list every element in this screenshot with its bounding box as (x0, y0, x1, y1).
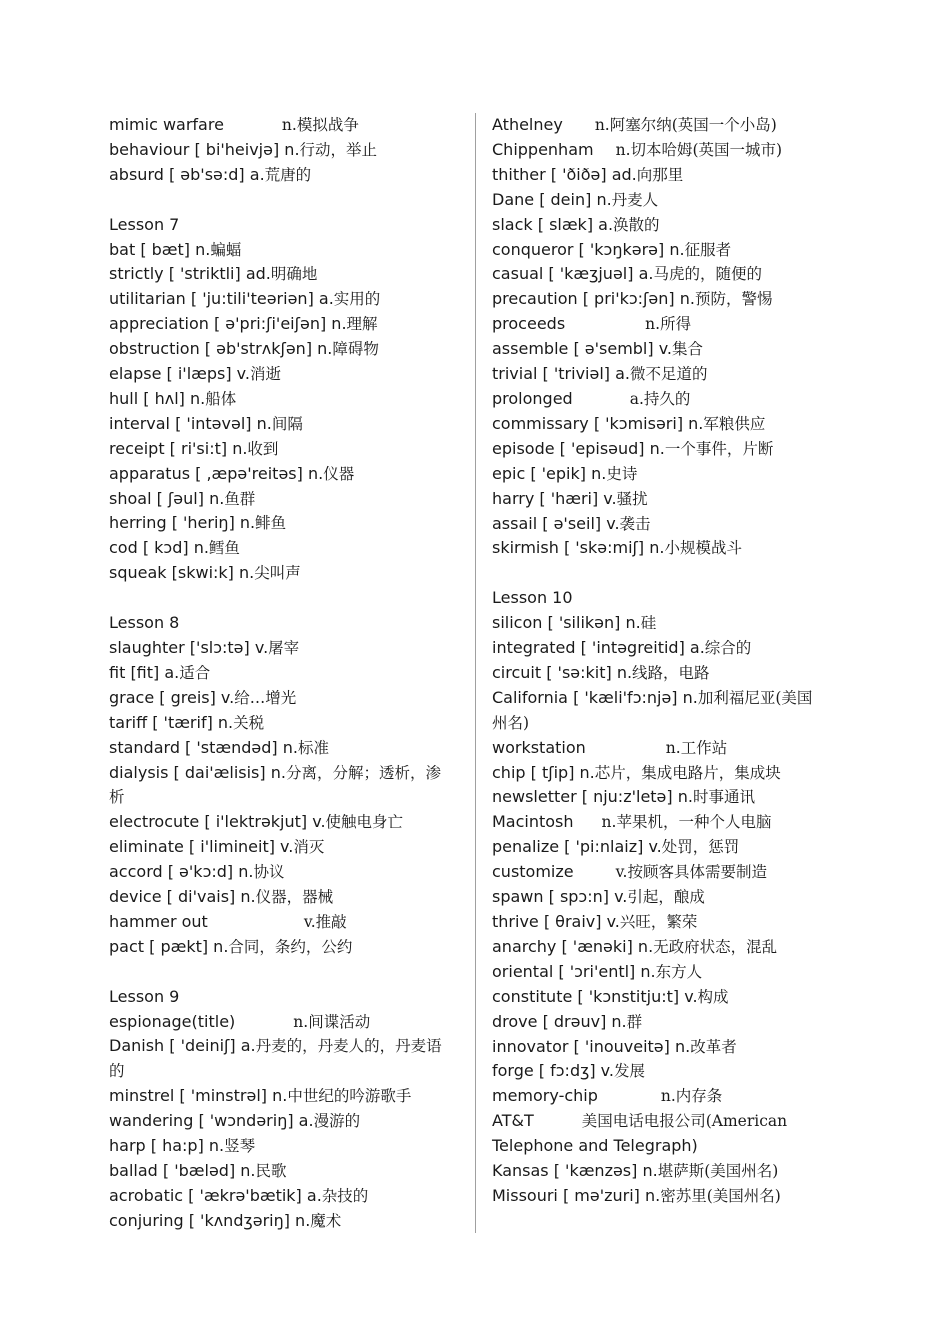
column-divider (475, 113, 476, 1233)
vocab-entry: customize v.按顾客具体需要制造 (492, 862, 767, 882)
vocab-entry: pact [ pækt] n.合同，条约，公约 (109, 936, 353, 956)
vocab-entry: skirmish [ 'skə:miʃ] n.小规模战斗 (492, 538, 742, 558)
vocab-entry: conjuring [ 'kʌndʒəriŋ] n.魔术 (109, 1210, 342, 1230)
vocab-entry: standard [ 'stændəd] n.标准 (109, 737, 329, 757)
vocab-entry: casual [ 'kæʒjuəl] a.马虎的，随便的 (492, 264, 762, 284)
vocab-entry: interval [ 'intəvəl] n.间隔 (109, 413, 303, 433)
vocab-entry: espionage(title) n.间谍活动 (109, 1011, 371, 1031)
vocab-entry: assemble [ ə'sembl] v.集合 (492, 339, 704, 359)
vocab-entry: hull [ hʌl] n.船体 (109, 388, 237, 408)
vocab-entry: acrobatic [ 'ækrə'bætik] a.杂技的 (109, 1185, 369, 1205)
vocab-entry: cod [ kɔd] n.鳕鱼 (109, 538, 240, 558)
vocab-entry: prolonged a.持久的 (492, 388, 691, 408)
vocab-entry: harry [ 'hæri] v.骚扰 (492, 488, 648, 508)
vocab-entry: precaution [ pri'kɔ:ʃən] n.预防，警惕 (492, 289, 773, 309)
vocab-entry: circuit [ 'sə:kit] n.线路，电路 (492, 662, 710, 682)
vocab-entry: apparatus [ ,æpə'reitəs] n.仪器 (109, 463, 355, 483)
vocab-entry: wandering [ 'wɔndəriŋ] a.漫游的 (109, 1111, 361, 1131)
vocab-entry: silicon [ 'silikən] n.硅 (492, 613, 657, 633)
vocab-entry: AT&T 美国电话电报公司(American (492, 1111, 788, 1131)
vocab-entry: behaviour [ bi'heivjə] n.行动，举止 (109, 139, 378, 159)
vocab-entry: Athelney n.阿塞尔纳(英国一个小岛) (492, 115, 777, 134)
vocab-entry: accord [ ə'kɔ:d] n.协议 (109, 862, 285, 882)
vocab-entry: ballad [ 'bæləd] n.民歌 (109, 1161, 287, 1181)
vocab-entry: electrocute [ i'lektrəkjut] v.使触电身亡 (109, 812, 404, 832)
vocab-entry: episode [ 'episəud] n.一个事件，片断 (492, 438, 774, 458)
blank-line (109, 188, 464, 213)
vocab-entry: assail [ ə'seil] v.袭击 (492, 513, 651, 533)
vocab-entry: minstrel [ 'minstrəl] n.中世纪的吟游歌手 (109, 1086, 412, 1106)
vocab-entry: workstation n.工作站 (492, 737, 728, 757)
vocab-entry: commissary [ 'kɔmisəri] n.军粮供应 (492, 413, 766, 433)
vocab-entry: drove [ drəuv] n.群 (492, 1011, 643, 1031)
left-column (109, 113, 464, 1234)
vocab-entry: fit [fit] a.适合 (109, 662, 211, 682)
lesson-heading: Lesson 10 (492, 588, 573, 608)
vocab-entry: innovator [ 'inouveitə] n.改革者 (492, 1036, 737, 1056)
vocab-entry: thither [ 'ðiðə] ad.向那里 (492, 164, 684, 184)
vocab-entry: Kansas [ 'kænzəs] n.堪萨斯(美国州名) (492, 1161, 779, 1181)
vocab-entry: elapse [ i'læps] v.消逝 (109, 364, 281, 384)
blank-line (492, 561, 847, 586)
vocab-entry: strictly [ 'striktli] ad.明确地 (109, 264, 318, 284)
vocab-entry: oriental [ 'ɔri'entl] n.东方人 (492, 961, 703, 981)
vocab-entry: utilitarian [ 'ju:tili'teəriən] a.实用的 (109, 289, 381, 309)
vocab-entry: California [ 'kæli'fɔ:njə] n.加利福尼亚(美国 (492, 687, 813, 707)
blank-line (109, 960, 464, 985)
vocab-entry: squeak [skwi:k] n.尖叫声 (109, 563, 301, 583)
vocab-entry: dialysis [ dai'ælisis] n.分离，分解；透析，渗 (109, 762, 441, 782)
right-column (492, 113, 847, 1209)
vocab-entry: Telephone and Telegraph) (492, 1136, 698, 1156)
vocab-entry: integrated [ 'intəgreitid] a.综合的 (492, 638, 752, 658)
vocab-entry: chip [ tʃip] n.芯片，集成电路片，集成块 (492, 762, 781, 782)
vocab-entry: appreciation [ ə'pri:ʃi'eiʃən] n.理解 (109, 314, 378, 334)
vocab-entry: proceeds n.所得 (492, 314, 692, 334)
vocab-entry: Chippenham n.切本哈姆(英国一城市) (492, 139, 783, 159)
vocab-entry: absurd [ əb'sə:d] a.荒唐的 (109, 164, 312, 184)
vocab-entry: bat [ bæt] n.蝙蝠 (109, 239, 242, 259)
vocab-entry: newsletter [ nju:z'letə] n.时事通讯 (492, 787, 755, 807)
vocab-entry: Dane [ dein] n.丹麦人 (492, 189, 659, 209)
lesson-heading: Lesson 9 (109, 986, 180, 1006)
blank-line (109, 586, 464, 611)
vocab-entry: conqueror [ 'kɔŋkərə] n.征服者 (492, 239, 732, 259)
vocab-entry: Danish [ 'deiniʃ] a.丹麦的，丹麦人的，丹麦语 (109, 1036, 442, 1056)
vocab-entry: spawn [ spɔ:n] v.引起，酿成 (492, 887, 705, 907)
vocab-entry: harp [ ha:p] n.竖琴 (109, 1136, 256, 1156)
vocab-entry: hammer out v.推敲 (109, 911, 347, 931)
vocab-entry: memory-chip n.内存条 (492, 1086, 723, 1106)
vocab-entry: penalize [ 'pi:nlaiz] v.处罚，惩罚 (492, 837, 740, 857)
vocab-entry: grace [ greis] v.给…增光 (109, 687, 297, 707)
vocab-entry: receipt [ ri'si:t] n.收到 (109, 438, 279, 458)
vocab-entry: device [ di'vais] n.仪器，器械 (109, 887, 334, 907)
vocab-entry: constitute [ 'kɔnstitju:t] v.构成 (492, 986, 729, 1006)
lesson-heading: Lesson 7 (109, 214, 180, 234)
vocab-entry: mimic warfare n.模拟战争 (109, 115, 359, 134)
vocab-entry: herring [ 'heriŋ] n.鲱鱼 (109, 513, 287, 533)
vocab-entry: 析 (109, 788, 125, 807)
vocab-entry: 的 (109, 1062, 125, 1081)
vocab-entry: Macintosh n.苹果机，一种个人电脑 (492, 812, 772, 832)
vocab-entry: tariff [ 'tærif] n.关税 (109, 712, 265, 732)
vocab-entry: shoal [ ʃəul] n.鱼群 (109, 488, 256, 508)
vocab-entry: thrive [ θraiv] v.兴旺，繁荣 (492, 911, 698, 931)
vocab-entry: 州名) (492, 713, 530, 732)
vocab-entry: eliminate [ i'limineit] v.消灭 (109, 837, 325, 857)
lesson-heading: Lesson 8 (109, 613, 180, 633)
vocab-entry: slaughter ['slɔ:tə] v.屠宰 (109, 638, 300, 657)
vocab-entry: Missouri [ mə'zuri] n.密苏里(美国州名) (492, 1185, 781, 1205)
vocab-entry: slack [ slæk] a.涣散的 (492, 214, 660, 234)
vocab-entry: anarchy [ 'ænəki] n.无政府状态，混乱 (492, 936, 778, 956)
vocab-entry: trivial [ 'triviəl] a.微不足道的 (492, 364, 708, 384)
vocab-entry: obstruction [ əb'strʌkʃən] n.障碍物 (109, 339, 379, 359)
vocab-entry: forge [ fɔ:dʒ] v.发展 (492, 1061, 645, 1081)
vocab-entry: epic [ 'epik] n.史诗 (492, 463, 638, 483)
